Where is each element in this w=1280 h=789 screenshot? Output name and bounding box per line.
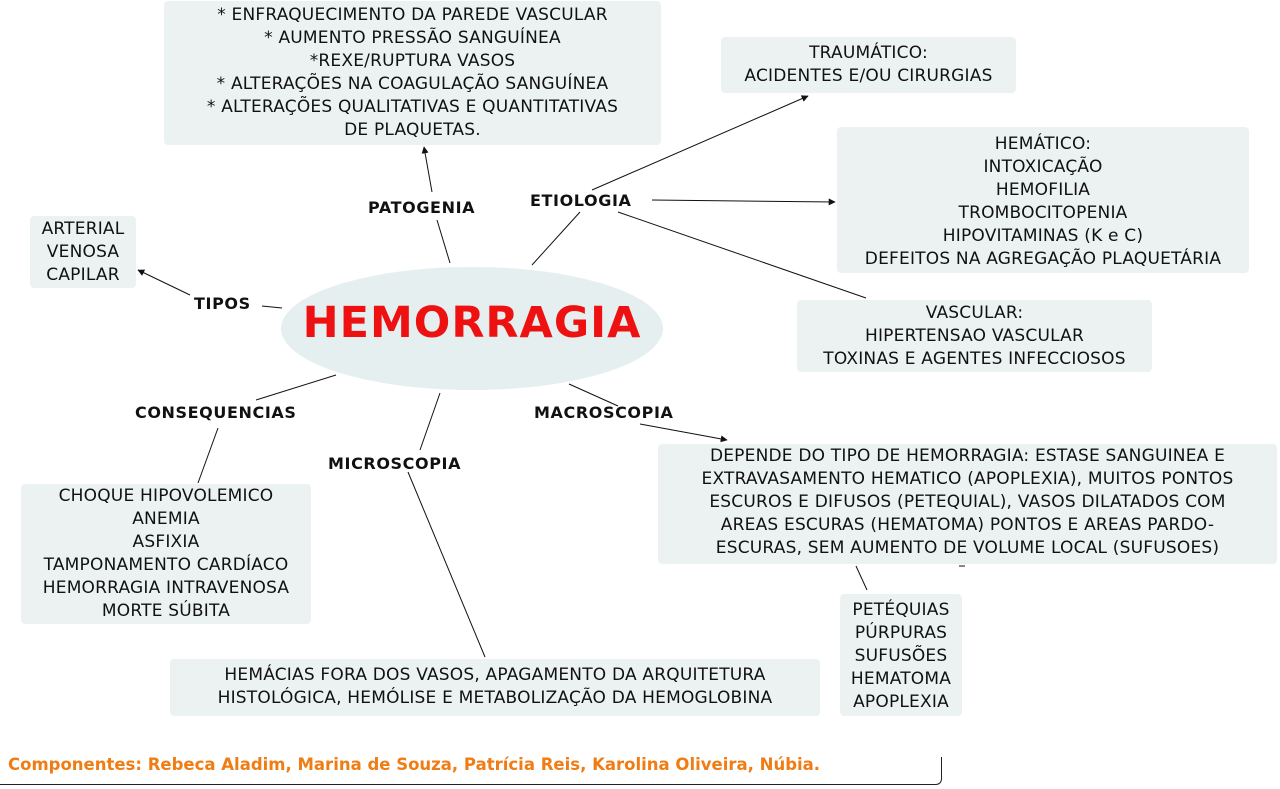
vascular-item: HIPERTENSAO VASCULAR: [864, 326, 1084, 346]
vascular-box: [797, 300, 1152, 372]
patogenia-item: * ENFRAQUECIMENTO DA PAREDE VASCULAR: [217, 5, 608, 25]
link-center-tipos: [262, 306, 282, 308]
hematico-item: HEMOFILIA: [995, 180, 1091, 200]
link-consequencias-box: [198, 428, 218, 483]
consequencias-item: CHOQUE HIPOVOLEMICO: [58, 486, 274, 506]
link-etiologia-hematico: [652, 200, 835, 202]
tipos-item: CAPILAR: [46, 265, 120, 285]
consequencias-item: ANEMIA: [132, 509, 200, 529]
consequencias-item: MORTE SÚBITA: [101, 601, 231, 621]
link-center-microscopia: [420, 393, 440, 450]
consequencias-item: ASFIXIA: [132, 532, 200, 552]
microscopia-item: HISTOLÓGICA, HEMÓLISE E METABOLIZAÇÃO DA HEMOGLOBINA: [217, 688, 773, 708]
macroscopia-box: [658, 444, 1277, 564]
patogenia-item: *REXE/RUPTURA VASOS: [309, 51, 516, 71]
macro-tipos-item: APOPLEXIA: [853, 692, 949, 712]
patogenia-box: [164, 1, 661, 145]
label-consequencias: CONSEQUENCIAS: [135, 403, 297, 422]
hematico-item: DEFEITOS NA AGREGAÇÃO PLAQUETÁRIA: [864, 249, 1222, 269]
macro-tipos-box: [840, 594, 962, 716]
hematico-box: [837, 127, 1249, 273]
traumatico-item: TRAUMÁTICO:: [809, 43, 928, 63]
traumatico-item: ACIDENTES E/OU CIRURGIAS: [744, 66, 993, 86]
macro-tipos-item: PETÉQUIAS: [852, 600, 950, 620]
macro-tipos-item: SUFUSÕES: [854, 646, 948, 666]
patogenia-item: * AUMENTO PRESSÃO SANGUÍNEA: [264, 28, 561, 48]
vascular-item: VASCULAR:: [925, 303, 1024, 323]
hematico-item: INTOXICAÇÃO: [983, 157, 1103, 177]
microscopia-box: [170, 659, 820, 716]
macroscopia-item: DEPENDE DO TIPO DE HEMORRAGIA: ESTASE SANGUINEA E: [709, 446, 1226, 466]
macroscopia-item: ESCUROS E DIFUSOS (PETEQUIAL), VASOS DILATADOS COM: [709, 492, 1226, 512]
macroscopia-item: AREAS ESCURAS (HEMATOMA) PONTOS E AREAS PARDO-: [720, 515, 1215, 535]
tipos-item: ARTERIAL: [41, 219, 125, 239]
patogenia-item: * ALTERAÇÕES QUALITATIVAS E QUANTITATIVAS: [206, 97, 619, 117]
traumatico-box: [721, 37, 1016, 93]
label-macroscopia: MACROSCOPIA: [534, 403, 674, 422]
consequencias-item: TAMPONAMENTO CARDÍACO: [43, 555, 289, 575]
link-patogenia-box: [424, 147, 432, 192]
macroscopia-item: ESCURAS, SEM AUMENTO DE VOLUME LOCAL (SUFUSOES): [715, 538, 1220, 558]
macro-tipos-item: HEMATOMA: [850, 669, 952, 689]
hematico-item: TROMBOCITOPENIA: [958, 203, 1128, 223]
consequencias-box: [21, 484, 311, 624]
central-title: HEMORRAGIA: [302, 298, 642, 348]
hematico-item: HIPOVITAMINAS (K e C): [942, 226, 1144, 246]
label-patogenia: PATOGENIA: [368, 198, 476, 217]
label-microscopia: MICROSCOPIA: [328, 454, 462, 473]
tipos-item: VENOSA: [46, 242, 120, 262]
macro-tipos-item: PÚRPURAS: [854, 623, 948, 643]
label-tipos: TIPOS: [194, 294, 251, 313]
link-macroscopia-tipos: [856, 566, 867, 590]
macroscopia-item: EXTRAVASAMENTO HEMATICO (APOPLEXIA), MUITOS PONTOS: [701, 469, 1234, 489]
vascular-item: TOXINAS E AGENTES INFECCIOSOS: [823, 349, 1126, 369]
microscopia-item: HEMÁCIAS FORA DOS VASOS, APAGAMENTO DA ARQUITETURA: [224, 665, 766, 685]
credits-text: Componentes: Rebeca Aladim, Marina de Souza, Patrícia Reis, Karolina Oliveira, Núbia.: [8, 755, 821, 774]
link-center-patogenia: [437, 220, 450, 263]
tipos-box: [30, 216, 136, 288]
link-macroscopia-box: [640, 424, 727, 440]
link-center-etiologia: [532, 212, 580, 265]
label-etiologia: ETIOLOGIA: [530, 191, 632, 210]
patogenia-item: DE PLAQUETAS.: [344, 120, 481, 140]
hematico-item: HEMÁTICO:: [994, 134, 1092, 154]
link-microscopia-box: [408, 472, 485, 657]
link-center-consequencias: [256, 375, 336, 400]
patogenia-item: * ALTERAÇÕES NA COAGULAÇÃO SANGUÍNEA: [216, 74, 609, 94]
link-etiologia-vascular: [618, 212, 866, 298]
consequencias-item: HEMORRAGIA INTRAVENOSA: [42, 578, 290, 598]
link-tipos-box: [138, 270, 190, 295]
